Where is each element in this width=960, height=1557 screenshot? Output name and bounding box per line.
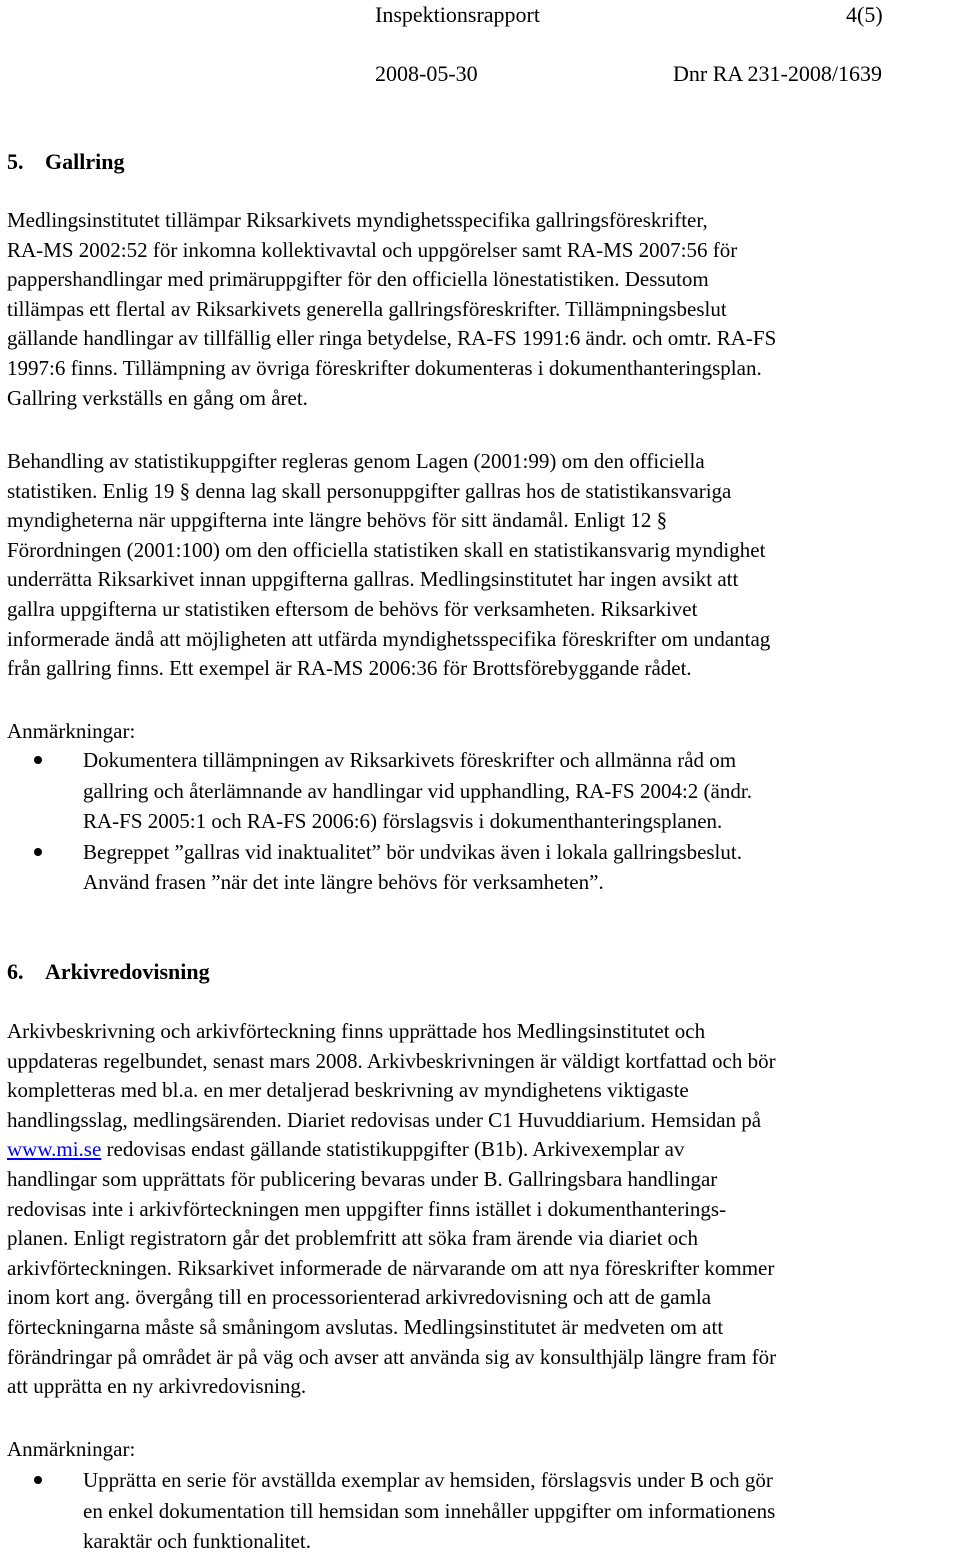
section-5-title: Gallring (45, 149, 125, 174)
text-line: Behandling av statistikuppgifter regleras genom Lagen (2001:99) om den officiella (7, 449, 705, 473)
text-line: Använd frasen ”när det inte längre behövs för verksamheten”. (83, 870, 604, 894)
text-line: Arkivbeskrivning och arkivförteckning finns upprättade hos Medlingsinstitutet och (7, 1019, 706, 1043)
text-line-with-link (7, 1135, 957, 1165)
text-line: 1997:6 finns. Tillämpning av övriga föreskrifter dokumenteras i dokumenthanteringsplan. (7, 355, 762, 380)
text-line: Begreppet ”gallras vid inaktualitet” bör undvikas även i lokala gallringsbeslut. (83, 839, 742, 864)
section-6-title: Arkivredovisning (45, 959, 210, 984)
text-line: att upprätta en ny arkivredovisning. (7, 1374, 307, 1399)
note-item (7, 745, 957, 837)
bullet-icon (34, 848, 42, 856)
section-5-paragraph-1 (7, 206, 957, 413)
note-item (7, 837, 957, 898)
section-6-heading (7, 957, 210, 987)
text-line: Förordningen (2001:100) om den officiella statistiken skall en statistikansvarig myndighet (7, 537, 766, 562)
text-line: statistiken. Enlig 19 § denna lag skall personuppgifter gallras hos de statistikansvariga (7, 478, 732, 503)
text-line: uppdateras regelbundet, senast mars 2008. Arkivbeskrivningen är väldigt kortfattad och bör (7, 1048, 776, 1073)
bullet-icon (34, 1476, 42, 1484)
text-line: RA-MS 2002:52 för inkomna kollektivavtal och uppgörelser samt RA-MS 2007:56 för (7, 237, 738, 262)
report-dnr: Dnr RA 231-2008/1639 (673, 61, 882, 86)
section-6-paragraph-1 (7, 1017, 957, 1402)
text-line: Gallring verkställs en gång om året. (7, 385, 308, 410)
text-line: från gallring finns. Ett exempel är RA-MS 2006:36 för Brottsförebyggande rådet. (7, 656, 692, 681)
text-line: handlingsslag, medlingsärenden. Diariet redovisas under C1 Huvuddiarium. Hemsidan på (7, 1107, 762, 1132)
section-5-notes-list (7, 745, 957, 898)
text-line: redovisas inte i arkivförteckningen men uppgifter finns istället i dokumenthanterings- (7, 1196, 727, 1221)
text-segment: redovisas endast gällande statistikuppgifter (B1b). Arkivexemplar av (101, 1137, 685, 1162)
text-line: gällande handlingar av tillfällig eller ringa betydelse, RA-FS 1991:6 ändr. och omtr. RA-FS (7, 326, 777, 351)
note-item (7, 1465, 957, 1557)
text-line: karaktär och funktionalitet. (83, 1529, 311, 1553)
text-line: gallring och återlämnande av handlingar vid upphandling, RA-FS 2004:2 (ändr. (83, 778, 752, 803)
header-bottom-row (7, 59, 957, 89)
text-line: Dokumentera tillämpningen av Riksarkivets föreskrifter och allmänna råd om (83, 748, 737, 772)
text-line: gallra uppgifterna ur statistiken eftersom de behövs för verksamheten. Riksarkivet (7, 596, 698, 621)
section-5-notes-label: Anmärkningar: (7, 719, 136, 743)
text-line: Upprätta en serie för avställda exemplar av hemsiden, förslagsvis under B och gör (83, 1468, 773, 1492)
report-title: Inspektionsrapport (375, 2, 540, 27)
text-line: Medlingsinstitutet tillämpar Riksarkivets myndighetsspecifika gallringsföreskrifter, (7, 208, 708, 232)
text-line: pappershandlingar med primäruppgifter för den officiella lönestatistiken. Dessutom (7, 267, 709, 292)
section-5-heading (7, 147, 124, 177)
text-line: inom kort ang. övergång till en processorienterad arkivredovisning och att de gamla (7, 1285, 712, 1310)
section-6-paragraph-rest (7, 1165, 957, 1402)
text-line: RA-FS 2005:1 och RA-FS 2006:6) förslagsvis i dokumenthanteringsplanen. (83, 809, 723, 833)
text-line: en enkel dokumentation till hemsidan som innehåller uppgifter om informationens (83, 1498, 776, 1523)
section-6-number: 6. (7, 959, 24, 984)
text-line: arkivförteckningen. Riksarkivet informerade de närvarande om att nya föreskrifter kommer (7, 1255, 775, 1280)
text-line: förändringar på området är på väg och avser att använda sig av konsulthjälp längre fram för (7, 1344, 777, 1369)
section-5-number: 5. (7, 149, 24, 174)
text-line: kompletteras med bl.a. en mer detaljerad beskrivning av myndighetens viktigaste (7, 1078, 689, 1103)
text-line: planen. Enligt registratorn går det problemfritt att söka fram ärende via diariet och (7, 1226, 698, 1251)
text-line: tillämpas ett flertal av Riksarkivets generella gallringsföreskrifter. Tillämpningsbeslut (7, 296, 727, 321)
text-line: handlingar som upprättats för publicering bevaras under B. Gallringsbara handlingar (7, 1166, 718, 1191)
text-line: förteckningarna måste så småningom avslutas. Medlingsinstitutet är medveten om att (7, 1314, 724, 1339)
header-top-row (7, 0, 957, 30)
website-link[interactable]: www.mi.se (7, 1137, 102, 1162)
text-line: informerade ändå att möjligheten att utfärda myndighetsspecifika föreskrifter om undantag (7, 626, 771, 651)
text-line: myndigheterna när uppgifterna inte längre behövs för sitt ändamål. Enligt 12 § (7, 508, 668, 533)
report-date: 2008-05-30 (375, 61, 478, 86)
text-line: underrätta Riksarkivet innan uppgifterna gallras. Medlingsinstitutet har ingen avsikt att (7, 567, 739, 592)
page-number: 4(5) (846, 2, 883, 27)
section-6-notes-label: Anmärkningar: (7, 1437, 136, 1461)
bullet-icon (34, 756, 42, 764)
section-6-notes-list (7, 1465, 957, 1557)
section-5-paragraph-2 (7, 447, 957, 684)
